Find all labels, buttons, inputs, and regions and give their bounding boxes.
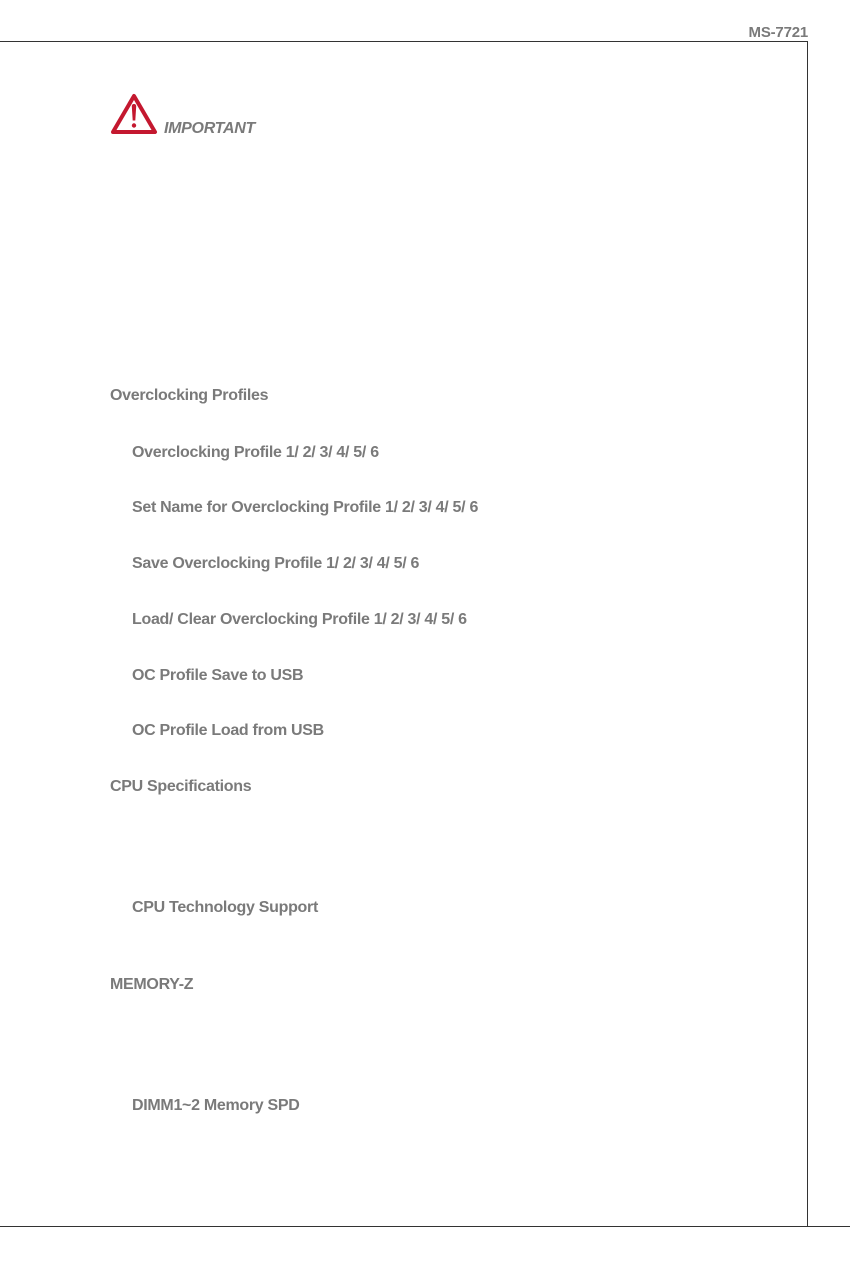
- warning-triangle-icon: [110, 93, 158, 135]
- item-set-name-overclocking-profile: Set Name for Overclocking Profile 1/ 2/ 3/ 4/ 5/ 6: [132, 499, 479, 516]
- section-heading-memory-z: MEMORY-Z: [110, 976, 194, 993]
- page-model-number: MS-7721: [748, 24, 808, 41]
- item-dimm-memory-spd: DIMM1~2 Memory SPD: [132, 1097, 300, 1114]
- important-label: IMPORTANT: [164, 120, 255, 137]
- item-overclocking-profile: Overclocking Profile 1/ 2/ 3/ 4/ 5/ 6: [132, 444, 379, 461]
- section-heading-overclocking-profiles: Overclocking Profiles: [110, 387, 269, 404]
- footer-rule: [0, 1226, 850, 1227]
- item-oc-profile-save-usb: OC Profile Save to USB: [132, 667, 304, 684]
- page-edge-rule: [807, 41, 808, 1227]
- item-cpu-technology-support: CPU Technology Support: [132, 899, 318, 916]
- item-oc-profile-load-usb: OC Profile Load from USB: [132, 722, 324, 739]
- item-load-clear-overclocking-profile: Load/ Clear Overclocking Profile 1/ 2/ 3/ 4/ 5/ 6: [132, 611, 467, 628]
- item-save-overclocking-profile: Save Overclocking Profile 1/ 2/ 3/ 4/ 5/ 6: [132, 555, 420, 572]
- header-rule: [0, 41, 808, 42]
- section-heading-cpu-specifications: CPU Specifications: [110, 778, 252, 795]
